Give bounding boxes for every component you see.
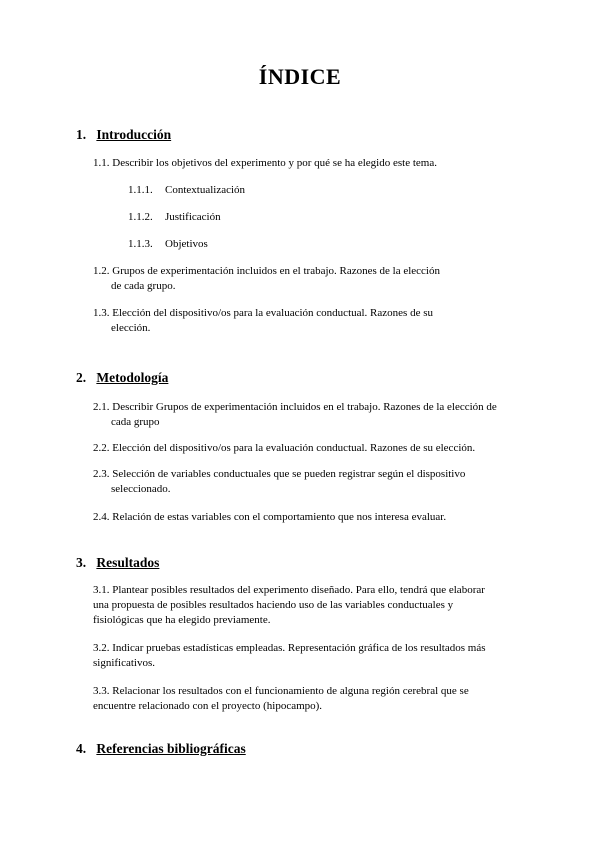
section-heading-metodologia bbox=[76, 370, 168, 386]
page-title: ÍNDICE bbox=[258, 64, 342, 89]
item-text: significativos. bbox=[93, 657, 156, 669]
section-title: Metodología bbox=[96, 370, 169, 385]
section-heading-introduccion bbox=[76, 127, 171, 143]
subitem-label: Objetivos bbox=[165, 238, 208, 250]
list-item bbox=[93, 264, 440, 294]
subitem-label: Contextualización bbox=[165, 184, 246, 196]
section-number: 1. bbox=[76, 127, 87, 142]
subitem bbox=[128, 210, 221, 225]
item-text: 3.1. Plantear posibles resultados del experimento diseñado. Para ello, tendrá que elaborar bbox=[93, 584, 485, 596]
item-text: de cada grupo. bbox=[111, 280, 176, 292]
subitem bbox=[128, 237, 208, 252]
section-number: 3. bbox=[76, 555, 87, 570]
item-text: seleccionado. bbox=[111, 483, 171, 495]
list-item bbox=[93, 306, 433, 336]
section-title: Referencias bibliográficas bbox=[96, 741, 246, 756]
item-text: 2.2. Elección del dispositivo/os para la evaluación conductual. Razones de su elección. bbox=[93, 442, 476, 454]
subitem-label: Justificación bbox=[165, 211, 221, 223]
list-item bbox=[93, 510, 446, 525]
section-title: Introducción bbox=[96, 127, 172, 142]
item-text: 2.4. Relación de estas variables con el comportamiento que nos interesa evaluar. bbox=[93, 511, 447, 523]
list-item bbox=[93, 400, 497, 430]
section-heading-referencias bbox=[76, 741, 246, 757]
item-text: encuentre relacionado con el proyecto (hipocampo). bbox=[93, 700, 323, 712]
item-text: cada grupo bbox=[111, 416, 160, 428]
section-heading-resultados bbox=[76, 555, 159, 571]
item-text: elección. bbox=[111, 322, 151, 334]
item-text: 3.3. Relacionar los resultados con el funcionamiento de alguna región cerebral que se bbox=[93, 685, 469, 697]
item-text: 1.2. Grupos de experimentación incluidos en el trabajo. Razones de la elección bbox=[93, 265, 440, 277]
item-text: 2.3. Selección de variables conductuales que se pueden registrar según el dispositivo bbox=[93, 468, 466, 480]
section-title: Resultados bbox=[96, 555, 160, 570]
section-number: 4. bbox=[76, 741, 87, 756]
list-item bbox=[93, 684, 469, 714]
list-item bbox=[93, 467, 465, 497]
item-text: una propuesta de posibles resultados haciendo uso de las variables conductuales y bbox=[93, 599, 454, 611]
item-text: 1.1. Describir los objetivos del experimento y por qué se ha elegido este tema. bbox=[93, 157, 437, 169]
list-item bbox=[93, 641, 486, 671]
item-text: fisiológicas que ha elegido previamente. bbox=[93, 614, 271, 626]
item-text: 3.2. Indicar pruebas estadísticas empleadas. Representación gráfica de los resultados más bbox=[93, 642, 486, 654]
subitem-number: 1.1.3. bbox=[128, 238, 153, 250]
item-text: 1.3. Elección del dispositivo/os para la evaluación conductual. Razones de su bbox=[93, 307, 433, 319]
item-text: 2.1. Describir Grupos de experimentación incluidos en el trabajo. Razones de la elección de bbox=[93, 401, 497, 413]
subitem bbox=[128, 183, 245, 198]
subitem-number: 1.1.1. bbox=[128, 184, 153, 196]
list-item bbox=[93, 156, 437, 171]
subitem-number: 1.1.2. bbox=[128, 211, 153, 223]
section-number: 2. bbox=[76, 370, 87, 385]
list-item bbox=[93, 583, 485, 628]
list-item bbox=[93, 441, 475, 456]
